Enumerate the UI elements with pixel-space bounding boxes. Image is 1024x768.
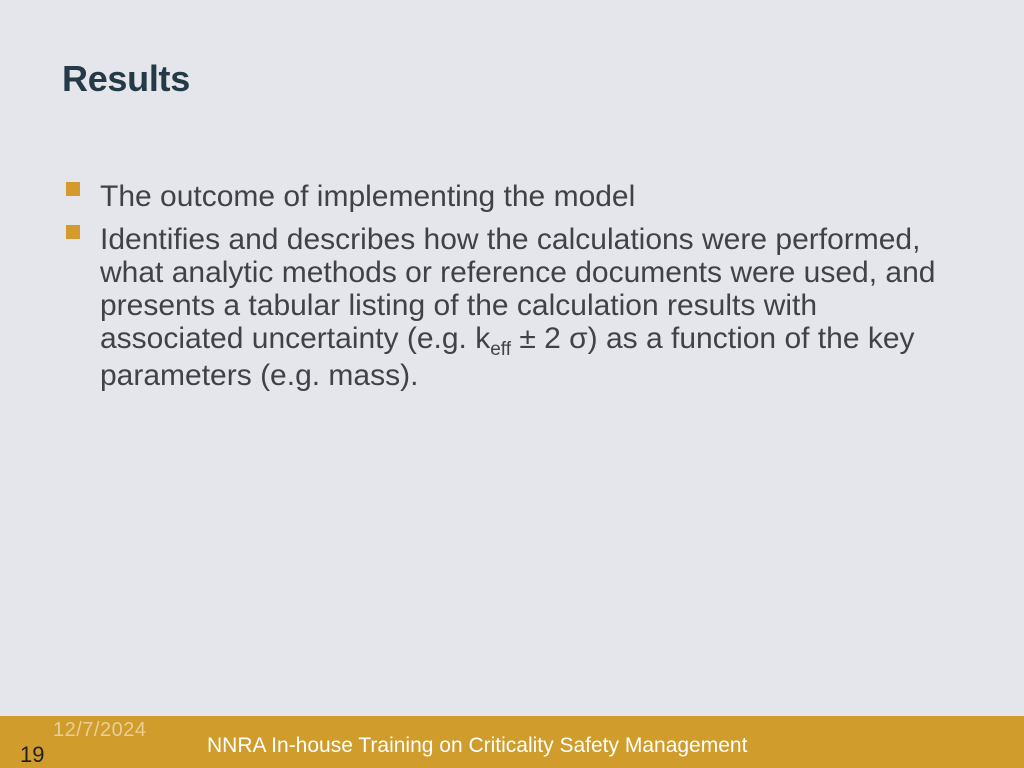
bullet-text: The outcome of implementing the model	[100, 180, 636, 213]
bullet-list	[62, 180, 942, 402]
footer-bar	[0, 716, 1024, 768]
bullet-item	[62, 180, 942, 213]
bullet-text-after: ± 2 σ) as a function of the key parameters (e.g. mass).	[100, 322, 915, 392]
footer-caption: NNRA In-house Training on Criticality Safety Management	[207, 734, 748, 757]
bullet-subscript: eff	[490, 339, 511, 360]
slide-title: Results	[62, 58, 190, 99]
square-bullet-icon	[66, 182, 80, 196]
bullet-item	[62, 223, 942, 392]
square-bullet-icon	[66, 225, 80, 239]
footer-date: 12/7/2024	[53, 719, 147, 741]
bullet-text-before: Identifies and describes how the calculations were performed, what analytic methods or reference documents were used, and presents a tabular listing of the calculation results with associated uncertainty (e.g. k	[100, 223, 936, 355]
page-number: 19	[20, 742, 45, 767]
